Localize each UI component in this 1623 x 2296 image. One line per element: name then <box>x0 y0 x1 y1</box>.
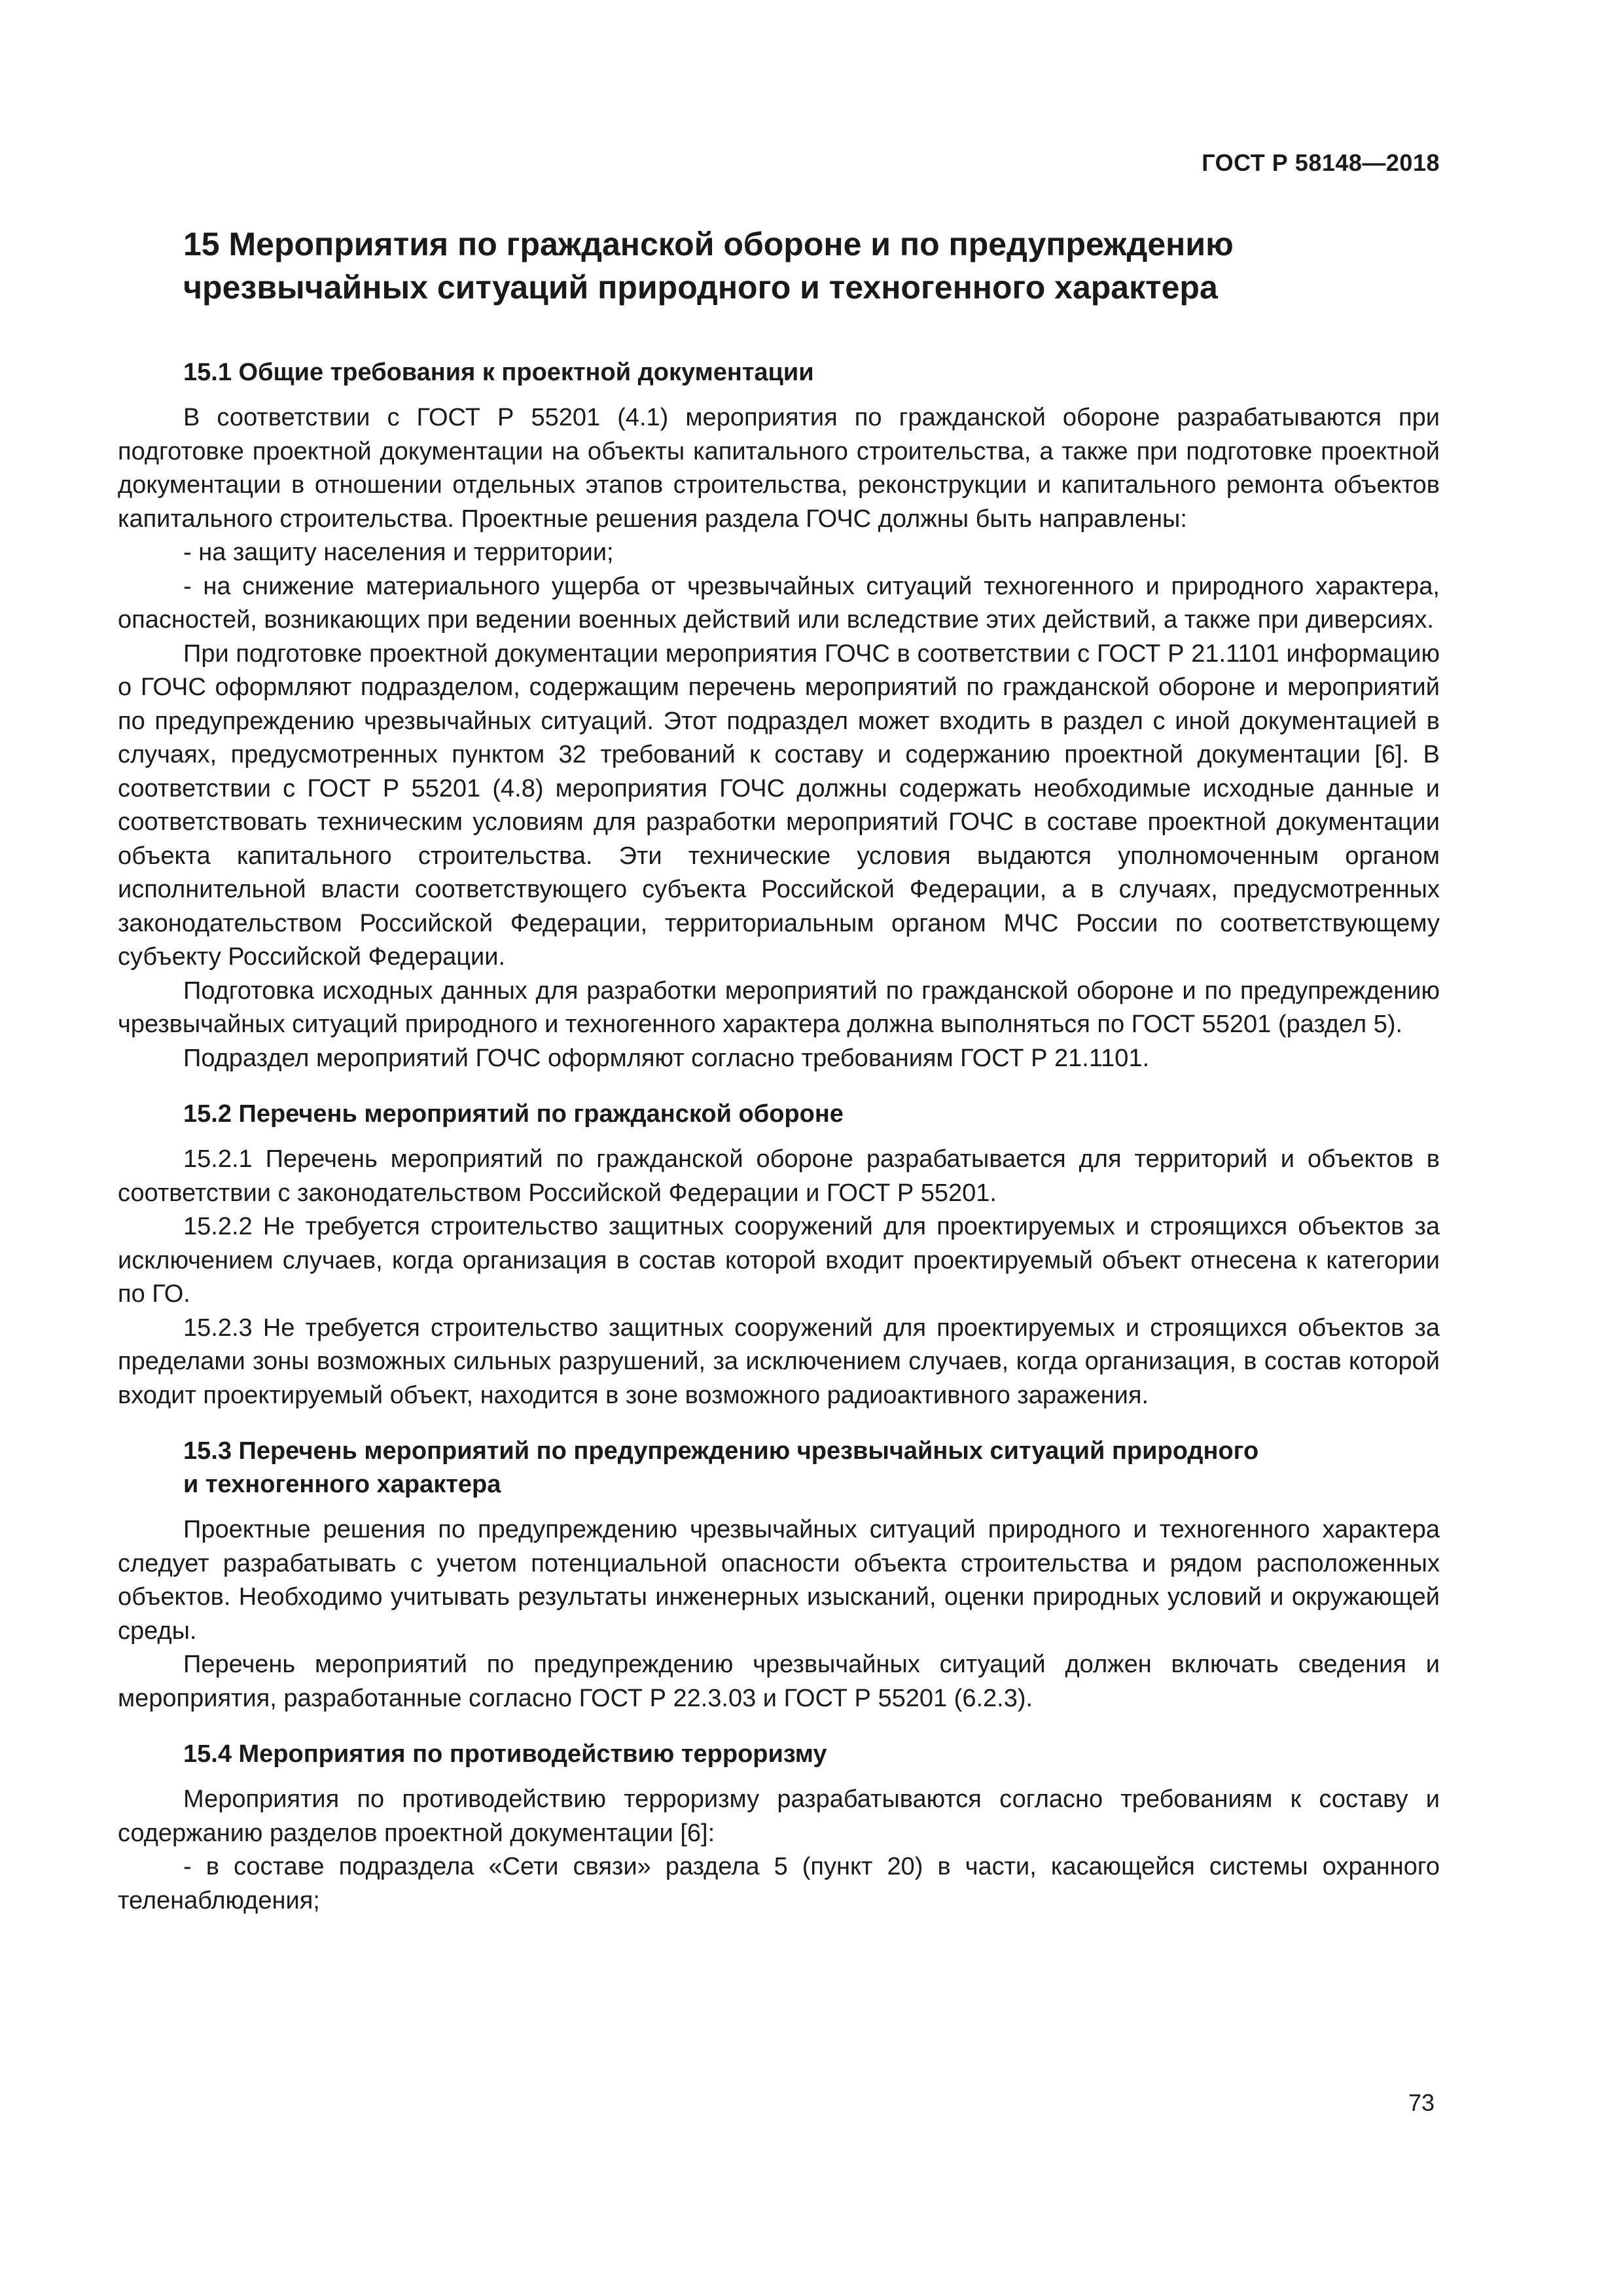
page-number: 73 <box>1408 2089 1435 2116</box>
paragraph: В соответствии с ГОСТ Р 55201 (4.1) мероприятия по гражданской обороне разрабатываются при подготовке проектной документации на объекты капитального строительства, а также при подготовке проектной документации в отношении отдельных этапов строительства, реконструкции и капитального ремонта объектов капитального строительства. Проектные решения раздела ГОЧС должны быть направлены: <box>118 404 1440 533</box>
paragraph: Подраздел мероприятий ГОЧС оформляют согласно требованиям ГОСТ Р 21.1101. <box>183 1044 1150 1072</box>
subsection-title-15-1: 15.1 Общие требования к проектной документации <box>183 359 814 386</box>
paragraph: 15.2.3 Не требуется строительство защитных сооружений для проектируемых и строящихся объектов за пределами зоны возможных сильных разрушений, за исключением случаев, когда организация, в состав которой входит проектируемый объект, находится в зоне возможного радиоактивного заражения. <box>118 1314 1440 1409</box>
paragraph: 15.2.2 Не требуется строительство защитных сооружений для проектируемых и строящихся объектов за исключением случаев, когда организация в состав которой входит проектируемый объект отнесена к категории по ГО. <box>118 1213 1440 1308</box>
subsection-title-15-3-line1: 15.3 Перечень мероприятий по предупреждению чрезвычайных ситуаций природного <box>183 1437 1259 1465</box>
section-title-line2: чрезвычайных ситуаций природного и техногенного характера <box>183 269 1218 306</box>
paragraph: 15.2.1 Перечень мероприятий по гражданской обороне разрабатывается для территорий и объектов в соответствии с законодательством Российской Федерации и ГОСТ Р 55201. <box>118 1145 1440 1207</box>
subsection-title-15-4: 15.4 Мероприятия по противодействию терроризму <box>183 1740 827 1768</box>
paragraph: При подготовке проектной документации мероприятия ГОЧС в соответствии с ГОСТ Р 21.1101 информацию о ГОЧС оформляют подразделом, содержащим перечень мероприятий по гражданской обороне и мероприятий по предупреждению чрезвычайных ситуаций. Этот подраздел может входить в раздел с иной документацией в случаях, предусмотренных пунктом 32 требований к составу и содержанию проектной документации [6]. В соответствии с ГОСТ Р 55201 (4.8) мероприятия ГОЧС должны содержать необходимые исходные данные и соответствовать техническим условиям для разработки мероприятий ГОЧС в составе проектной документации объекта капитального строительства. Эти технические условия выдаются уполномоченным органом исполнительной власти соответствующего субъекта Российской Федерации, а в случаях, предусмотренных законодательством Российской Федерации, территориальным органом МЧС России по соответствующему субъекту Российской Федерации. <box>118 639 1440 971</box>
section-title-line1: 15 Мероприятия по гражданской обороне и по предупреждению <box>183 226 1234 262</box>
paragraph: Перечень мероприятий по предупреждению чрезвычайных ситуаций должен включать сведения и мероприятия, разработанные согласно ГОСТ Р 22.3.03 и ГОСТ Р 55201 (6.2.3). <box>118 1651 1440 1712</box>
paragraph: Проектные решения по предупреждению чрезвычайных ситуаций природного и техногенного характера следует разрабатывать с учетом потенциальной опасности объекта строительства и рядом расположенных объектов. Необходимо учитывать результаты инженерных изысканий, оценки природных условий и окружающей среды. <box>118 1516 1440 1645</box>
paragraph: Мероприятия по противодействию терроризму разрабатываются согласно требованиям к составу и содержанию разделов проектной документации [6]: <box>118 1785 1440 1847</box>
list-item: - в составе подраздела «Сети связи» раздела 5 (пункт 20) в части, касающейся системы охранного теленаблюдения; <box>118 1853 1440 1914</box>
paragraph: Подготовка исходных данных для разработки мероприятий по гражданской обороне и по предупреждению чрезвычайных ситуаций природного и техногенного характера должна выполняться по ГОСТ 55201 (раздел 5). <box>118 977 1440 1038</box>
section-title <box>183 223 1440 309</box>
page-content <box>118 223 1440 1918</box>
standard-code-header: ГОСТ Р 58148—2018 <box>1202 149 1440 176</box>
subsection-title-15-3 <box>183 1435 1440 1501</box>
list-item: - на защиту населения и территории; <box>183 539 614 566</box>
subsection-title-15-2: 15.2 Перечень мероприятий по гражданской обороне <box>183 1100 844 1128</box>
subsection-title-15-3-line2: и техногенного характера <box>183 1471 501 1498</box>
list-item: - на снижение материального ущерба от чрезвычайных ситуаций техногенного и природного характера, опасностей, возникающих при ведении военных действий или вследствие этих действий, а также при диверсиях. <box>118 572 1440 634</box>
